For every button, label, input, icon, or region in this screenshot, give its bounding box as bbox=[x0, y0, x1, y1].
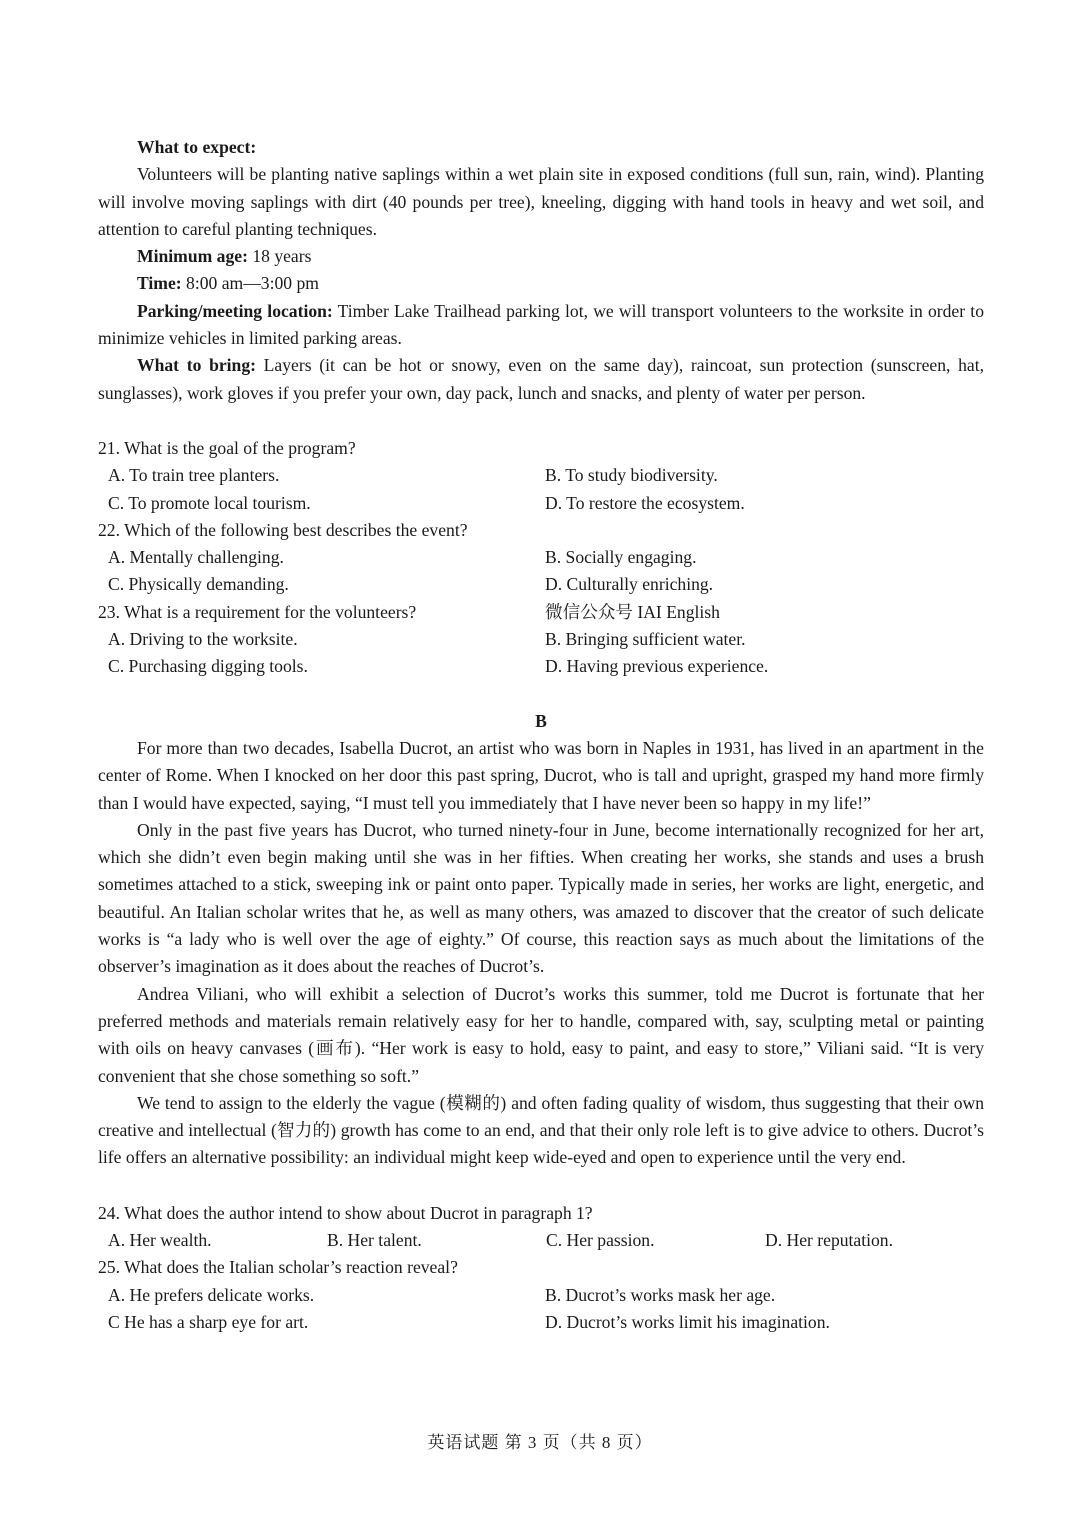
question-24: 24. What does the author intend to show about Ducrot in paragraph 1? bbox=[98, 1202, 593, 1223]
question-21-options-row1 bbox=[98, 462, 984, 489]
option-25-a: A. He prefers delicate works. bbox=[108, 1284, 315, 1305]
option-22-c: C. Physically demanding. bbox=[108, 574, 289, 595]
exam-page bbox=[98, 134, 984, 1336]
option-22-d: D. Culturally enriching. bbox=[545, 574, 714, 595]
option-25-d: D. Ducrot’s works limit his imagination. bbox=[545, 1311, 830, 1332]
question-21-options-row2 bbox=[98, 490, 984, 517]
question-23-options-row1 bbox=[98, 626, 984, 653]
option-23-b: B. Bringing sufficient water. bbox=[545, 629, 746, 650]
question-22-options-row1 bbox=[98, 544, 984, 571]
time-info: Time: 8:00 am—3:00 pm bbox=[137, 273, 319, 294]
option-23-d: D. Having previous experience. bbox=[545, 656, 769, 677]
option-21-b: B. To study biodiversity. bbox=[545, 465, 718, 486]
option-21-c: C. To promote local tourism. bbox=[108, 492, 311, 513]
what-to-bring: What to bring: Layers (it can be hot or snowy, even on the same day), raincoat, sun protection (sunscreen, hat, sunglasses), work gloves if you prefer your own, day pack, lunch and snacks, and plenty of water per person. bbox=[98, 355, 984, 403]
question-23: 23. What is a requirement for the volunteers? bbox=[98, 601, 417, 622]
question-23-row bbox=[98, 599, 984, 626]
parking-info: Parking/meeting location: Timber Lake Trailhead parking lot, we will transport volunteers to the worksite in order to minimize vehicles in limited parking areas. bbox=[98, 300, 984, 349]
passage-b-paragraph-1: For more than two decades, Isabella Ducrot, an artist who was born in Naples in 1931, has lived in an apartment in the center of Rome. When I knocked on her door this past spring, Ducrot, who is tall and upright, grasped my hand more firmly than I would have expected, saying, “I must tell you immediately that I have never been so happy in my life!” bbox=[98, 737, 984, 813]
option-21-d: D. To restore the ecosystem. bbox=[545, 492, 745, 513]
option-24-c: C. Her passion. bbox=[546, 1229, 655, 1250]
question-25-options-row1 bbox=[98, 1282, 984, 1309]
minimum-age: Minimum age: 18 years bbox=[137, 246, 312, 267]
what-to-expect-heading: What to expect: bbox=[137, 137, 257, 157]
option-24-b: B. Her talent. bbox=[327, 1229, 422, 1250]
option-25-c: C He has a sharp eye for art. bbox=[108, 1311, 309, 1332]
question-25: 25. What does the Italian scholar’s reaction reveal? bbox=[98, 1257, 458, 1278]
what-to-expect-text: Volunteers will be planting native saplings within a wet plain site in exposed conditions (full sun, rain, wind). Planting will involve moving saplings with dirt (40 pounds per tree), kneeling, digging with hand tools in heavy and wet soil, and attention to careful planting techniques. bbox=[98, 164, 984, 239]
option-21-a: A. To train tree planters. bbox=[108, 465, 280, 486]
option-24-a: A. Her wealth. bbox=[108, 1229, 212, 1250]
question-24-options bbox=[98, 1227, 984, 1254]
passage-b-paragraph-3: Andrea Viliani, who will exhibit a selection of Ducrot’s works this summer, told me Ducrot is fortunate that her preferred methods and materials remain relatively easy for her to handle, compared with, say, sculpting metal or painting with oils on heavy canvases (画布). “Her work is easy to hold, easy to paint, and easy to store,” Viliani said. “It is very convenient that she chose something so soft.” bbox=[98, 983, 984, 1086]
page-footer: 英语试题 第 3 页（共 8 页） bbox=[427, 1433, 653, 1452]
question-23-options-row2 bbox=[98, 653, 984, 680]
passage-b-paragraph-2: Only in the past five years has Ducrot, who turned ninety-four in June, become internationally recognized for her art, which she didn’t even begin making until she was in her fifties. When creating her works, she stands and uses a brush sometimes attached to a stick, sweeping ink or paint onto paper. Typically made in series, her works are light, energetic, and beautiful. An Italian scholar writes that he, as well as many others, was amazed to discover that the creator of such delicate works is “a lady who is well over the age of eighty.” Of course, this reaction says as much about the limitations of the observer’s imagination as it does about the reaches of Ducrot’s. bbox=[98, 819, 984, 977]
question-22: 22. Which of the following best describes the event? bbox=[98, 519, 468, 540]
question-22-options-row2 bbox=[98, 571, 984, 598]
question-25-options-row2 bbox=[98, 1309, 984, 1336]
option-24-d: D. Her reputation. bbox=[765, 1229, 894, 1250]
section-b-heading: B bbox=[535, 710, 547, 731]
passage-b-paragraph-4: We tend to assign to the elderly the vague (模糊的) and often fading quality of wisdom, thus suggesting that their own creative and intellectual (智力的) growth has come to an end, and that their only role left is to give advice to others. Ducrot’s life offers an alternative possibility: an individual might keep wide-eyed and open to experience until the very end. bbox=[98, 1092, 984, 1168]
option-23-a: A. Driving to the worksite. bbox=[108, 629, 298, 650]
option-23-c: C. Purchasing digging tools. bbox=[108, 656, 308, 677]
watermark-text: 微信公众号 IAI English bbox=[545, 601, 720, 622]
option-22-b: B. Socially engaging. bbox=[545, 547, 697, 568]
option-22-a: A. Mentally challenging. bbox=[108, 547, 284, 568]
question-21: 21. What is the goal of the program? bbox=[98, 437, 356, 458]
option-25-b: B. Ducrot’s works mask her age. bbox=[545, 1284, 776, 1305]
